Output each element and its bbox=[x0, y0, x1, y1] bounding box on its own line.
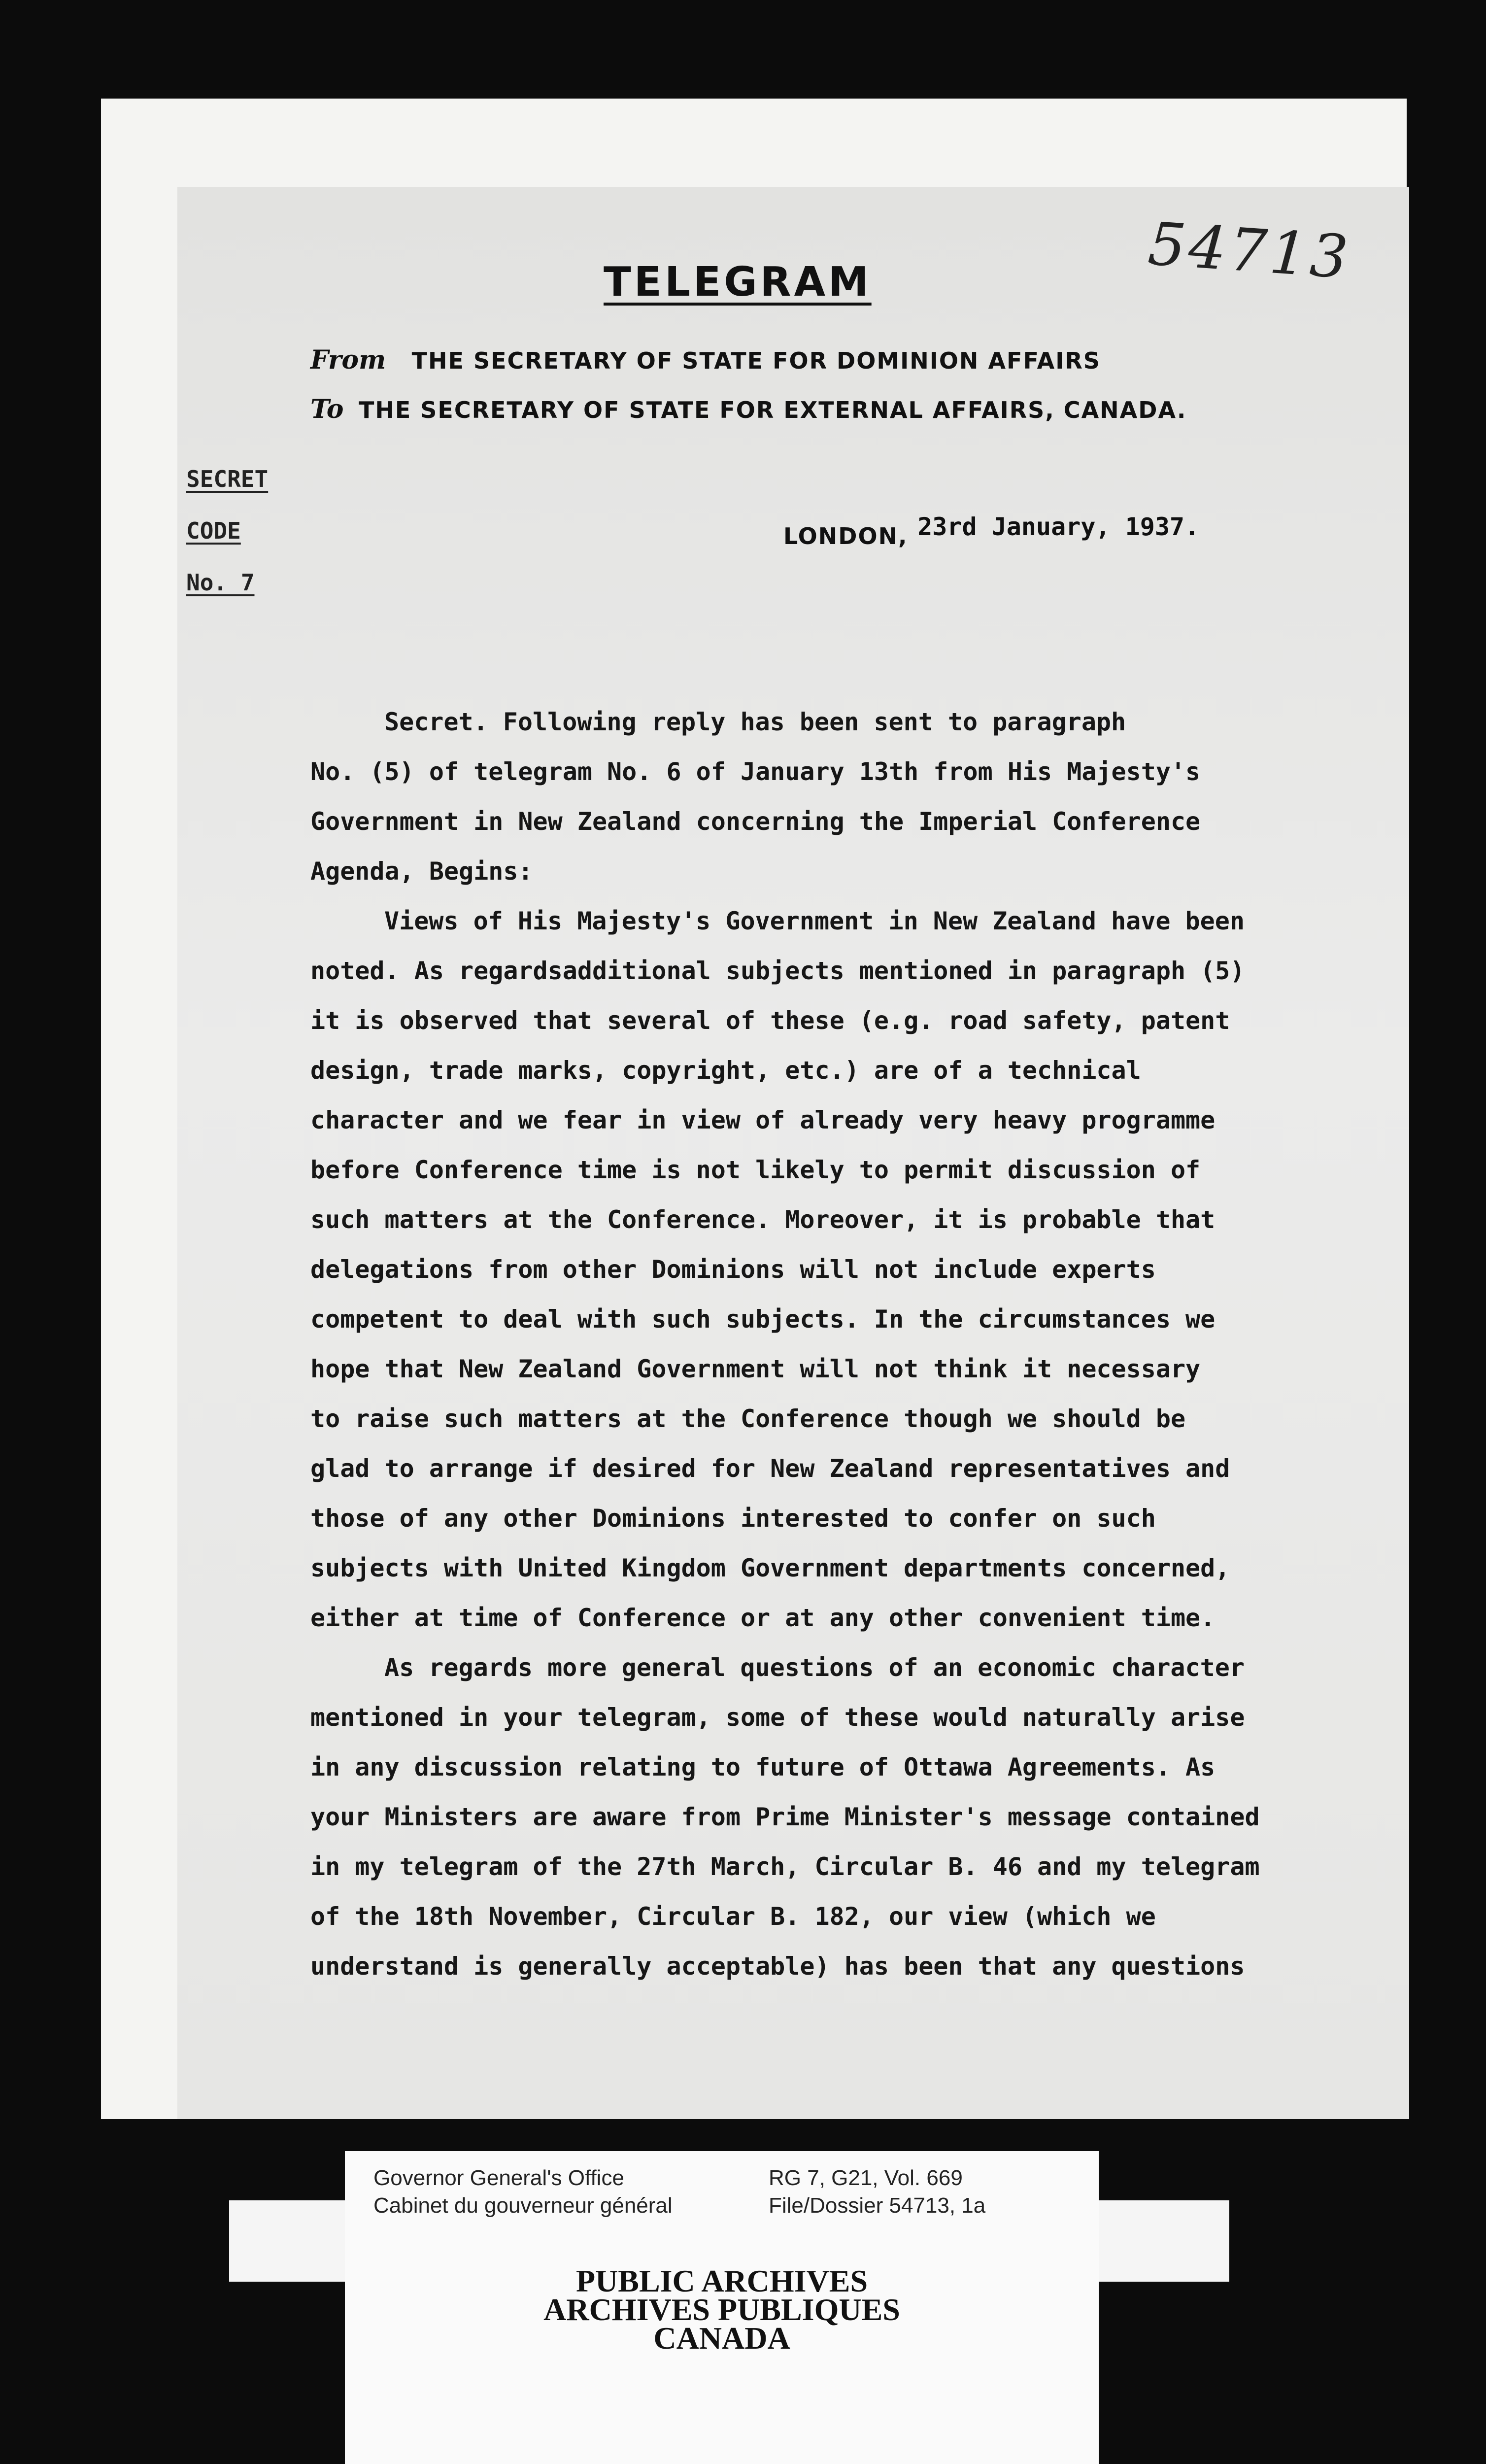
body-line: character and we fear in view of already very heavy programme bbox=[310, 1106, 1216, 1134]
body-line: Secret. Following reply has been sent to paragraph bbox=[384, 708, 1126, 736]
body-line: As regards more general questions of an economic character bbox=[384, 1653, 1245, 1682]
from-label: From bbox=[310, 345, 386, 375]
body-line: No. (5) of telegram No. 6 of January 13th from His Majesty's bbox=[310, 757, 1201, 786]
secret-stamp: SECRET bbox=[186, 466, 269, 492]
to-value: THE SECRETARY OF STATE FOR EXTERNAL AFFAIRS, CANADA. bbox=[358, 397, 1187, 423]
body-line: noted. As regardsadditional subjects mentioned in paragraph (5) bbox=[310, 957, 1245, 985]
number-stamp: No. 7 bbox=[186, 569, 255, 596]
body-line: to raise such matters at the Conference though we should be bbox=[310, 1404, 1186, 1433]
body-line: of the 18th November, Circular B. 182, our view (which we bbox=[310, 1902, 1156, 1931]
body-line: Government in New Zealand concerning the Imperial Conference bbox=[310, 807, 1201, 836]
code-stamp: CODE bbox=[186, 517, 241, 544]
body-line: it is observed that several of these (e.g. road safety, patent bbox=[310, 1006, 1230, 1035]
body-line: competent to deal with such subjects. In the circumstances we bbox=[310, 1305, 1216, 1334]
office-name-french: Cabinet du gouverneur général bbox=[373, 2193, 673, 2218]
body-line: subjects with United Kingdom Government departments concerned, bbox=[310, 1554, 1230, 1582]
body-line: in my telegram of the 27th March, Circular B. 46 and my telegram bbox=[310, 1852, 1260, 1881]
body-line: Views of His Majesty's Government in New Zealand have been bbox=[384, 907, 1245, 935]
archives-country: CANADA bbox=[653, 2321, 790, 2356]
archives-french: ARCHIVES PUBLIQUES bbox=[543, 2292, 900, 2327]
handwritten-file-number: 54713 bbox=[1146, 209, 1353, 293]
file-reference: File/Dossier 54713, 1a bbox=[769, 2193, 986, 2218]
from-value: THE SECRETARY OF STATE FOR DOMINION AFFAIRS bbox=[411, 347, 1101, 374]
body-line: such matters at the Conference. Moreover, it is probable that bbox=[310, 1205, 1216, 1234]
telegram-title: TELEGRAM bbox=[604, 259, 872, 306]
telegram-body bbox=[310, 697, 1296, 1991]
body-line: Agenda, Begins: bbox=[310, 857, 533, 886]
record-group-reference: RG 7, G21, Vol. 669 bbox=[769, 2166, 963, 2190]
body-line: your Ministers are aware from Prime Minister's message contained bbox=[310, 1803, 1260, 1831]
place-date bbox=[783, 513, 1200, 549]
body-line: hope that New Zealand Government will not think it necessary bbox=[310, 1355, 1201, 1383]
body-line: in any discussion relating to future of Ottawa Agreements. As bbox=[310, 1753, 1216, 1781]
to-label: To bbox=[310, 394, 344, 424]
body-line: those of any other Dominions interested to confer on such bbox=[310, 1504, 1156, 1533]
body-line: design, trade marks, copyright, etc.) are of a technical bbox=[310, 1056, 1141, 1085]
date: 23rd January, 1937. bbox=[917, 513, 1200, 541]
body-line: mentioned in your telegram, some of these would naturally arise bbox=[310, 1703, 1245, 1732]
body-line: before Conference time is not likely to permit discussion of bbox=[310, 1156, 1201, 1184]
archives-logo-text bbox=[345, 2263, 1099, 2356]
body-line: understand is generally acceptable) has been that any questions bbox=[310, 1952, 1245, 1981]
body-line: glad to arrange if desired for New Zealand representatives and bbox=[310, 1454, 1230, 1483]
from-line bbox=[310, 345, 1101, 375]
body-line: delegations from other Dominions will not include experts bbox=[310, 1255, 1156, 1284]
body-line: either at time of Conference or at any other convenient time. bbox=[310, 1604, 1216, 1632]
place: LONDON, bbox=[783, 523, 908, 549]
office-name-english: Governor General's Office bbox=[373, 2166, 624, 2190]
to-line bbox=[310, 394, 1186, 424]
archives-english: PUBLIC ARCHIVES bbox=[575, 2263, 868, 2298]
